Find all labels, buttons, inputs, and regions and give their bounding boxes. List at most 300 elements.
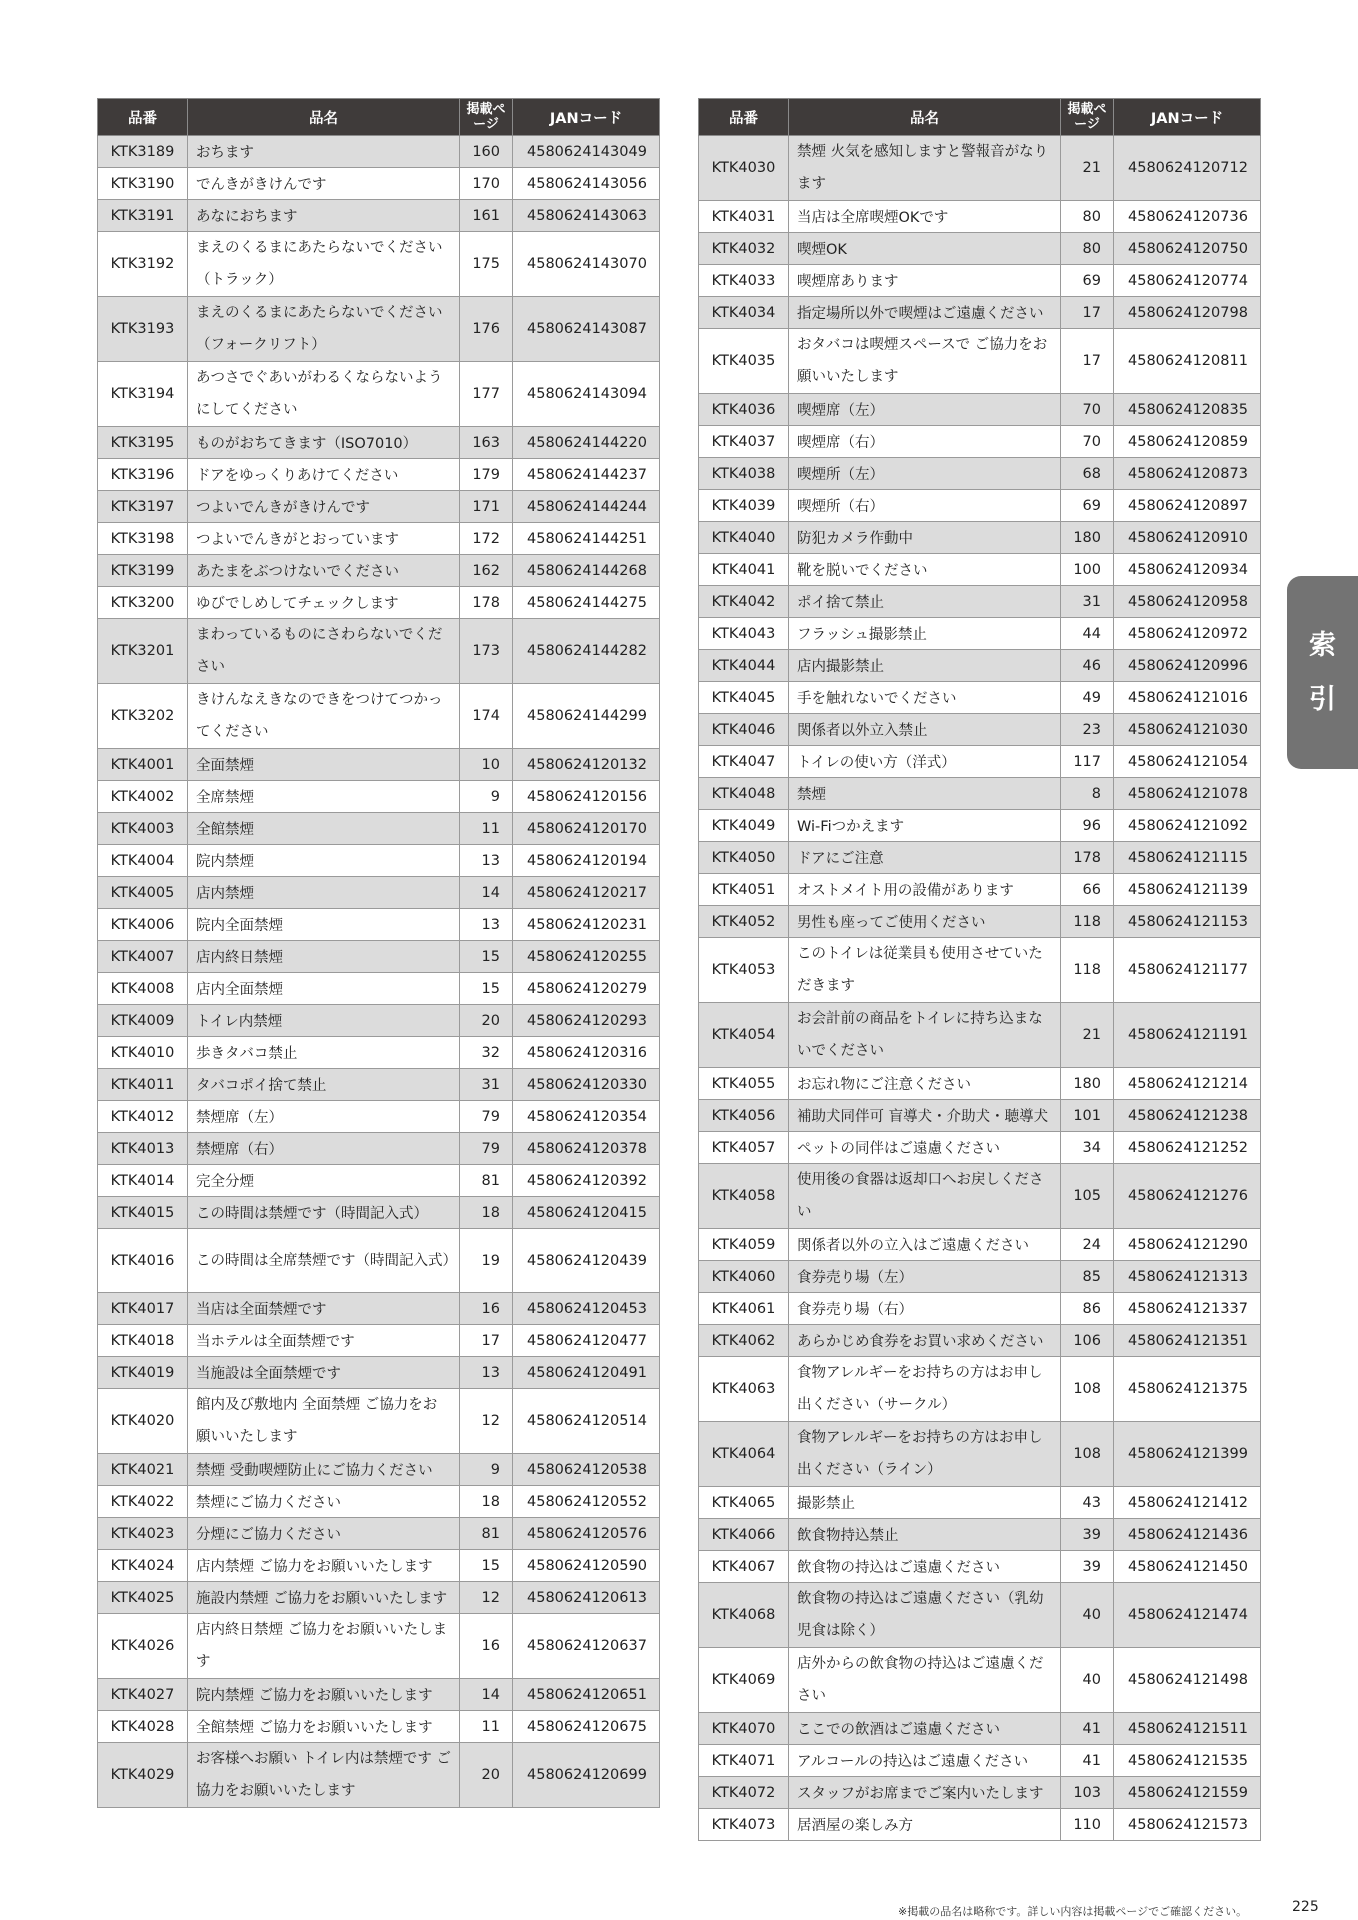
product-name-cell: 禁煙 受動喫煙防止にご協力ください — [188, 1454, 460, 1486]
product-name-cell: 店内禁煙 ご協力をお願いいたします — [188, 1550, 460, 1582]
product-name-cell: 指定場所以外で喫煙はご遠慮ください — [789, 297, 1061, 329]
product-name-cell: きけんなえきなのできをつけてつかってください — [188, 684, 460, 749]
header-page: 掲載ページ — [1061, 99, 1114, 136]
product-code-cell: KTK4040 — [699, 522, 789, 554]
product-name-cell: 全席禁煙 — [188, 781, 460, 813]
jan-code-cell: 4580624121412 — [1114, 1487, 1261, 1519]
product-code-cell: KTK4010 — [98, 1037, 188, 1069]
header-jan: JANコード — [513, 99, 660, 136]
page-number-cell: 96 — [1061, 810, 1114, 842]
product-name-cell: 院内禁煙 — [188, 845, 460, 877]
page-number-cell: 79 — [460, 1133, 513, 1165]
product-code-cell: KTK3198 — [98, 523, 188, 555]
table-row — [699, 1003, 1261, 1068]
jan-code-cell: 4580624120514 — [513, 1389, 660, 1454]
jan-code-cell: 4580624120590 — [513, 1550, 660, 1582]
product-name-cell: 館内及び敷地内 全面禁煙 ご協力をお願いいたします — [188, 1389, 460, 1454]
jan-code-cell: 4580624120255 — [513, 941, 660, 973]
product-code-cell: KTK4038 — [699, 458, 789, 490]
product-code-cell: KTK4051 — [699, 874, 789, 906]
product-code-cell: KTK3194 — [98, 362, 188, 427]
product-code-cell: KTK4048 — [699, 778, 789, 810]
product-code-cell: KTK4041 — [699, 554, 789, 586]
jan-code-cell: 4580624121139 — [1114, 874, 1261, 906]
product-name-cell: 食物アレルギーをお持ちの方はお申し出ください（ライン） — [789, 1422, 1061, 1487]
jan-code-cell: 4580624120811 — [1114, 329, 1261, 394]
page-number-cell: 8 — [1061, 778, 1114, 810]
product-code-cell: KTK4021 — [98, 1454, 188, 1486]
table-row — [699, 426, 1261, 458]
jan-code-cell: 4580624144275 — [513, 587, 660, 619]
table-row — [98, 1518, 660, 1550]
table-row — [699, 1261, 1261, 1293]
page-number-cell: 171 — [460, 491, 513, 523]
table-row — [98, 749, 660, 781]
table-row — [699, 1229, 1261, 1261]
jan-code-cell: 4580624120576 — [513, 1518, 660, 1550]
jan-code-cell: 4580624121436 — [1114, 1519, 1261, 1551]
product-name-cell: まえのくるまにあたらないでください（トラック） — [188, 232, 460, 297]
table-row — [98, 1293, 660, 1325]
table-row — [699, 1487, 1261, 1519]
jan-code-cell: 4580624121054 — [1114, 746, 1261, 778]
table-row — [98, 1133, 660, 1165]
jan-code-cell: 4580624143087 — [513, 297, 660, 362]
table-row — [98, 1037, 660, 1069]
table-row — [98, 459, 660, 491]
jan-code-cell: 4580624144220 — [513, 427, 660, 459]
table-row — [98, 427, 660, 459]
table-row — [98, 877, 660, 909]
product-code-cell: KTK4009 — [98, 1005, 188, 1037]
product-name-cell: まえのくるまにあたらないでください（フォークリフト） — [188, 297, 460, 362]
jan-code-cell: 4580624121276 — [1114, 1164, 1261, 1229]
product-code-cell: KTK4063 — [699, 1357, 789, 1422]
jan-code-cell: 4580624120934 — [1114, 554, 1261, 586]
product-name-cell: 禁煙席（左） — [188, 1101, 460, 1133]
jan-code-cell: 4580624144299 — [513, 684, 660, 749]
product-code-cell: KTK4024 — [98, 1550, 188, 1582]
product-name-cell: 禁煙にご協力ください — [188, 1486, 460, 1518]
page-number-cell: 176 — [460, 297, 513, 362]
product-name-cell: フラッシュ撮影禁止 — [789, 618, 1061, 650]
product-name-cell: お会計前の商品をトイレに持ち込まないでください — [789, 1003, 1061, 1068]
side-tab-char-1: 索 — [1309, 629, 1336, 661]
page-number-cell: 108 — [1061, 1422, 1114, 1487]
table-row — [699, 1648, 1261, 1713]
page-number-cell: 18 — [460, 1197, 513, 1229]
jan-code-cell: 4580624143063 — [513, 200, 660, 232]
product-code-cell: KTK4005 — [98, 877, 188, 909]
page-number-cell: 178 — [460, 587, 513, 619]
page-number-cell: 117 — [1061, 746, 1114, 778]
table-row — [699, 522, 1261, 554]
product-code-cell: KTK4069 — [699, 1648, 789, 1713]
jan-code-cell: 4580624121030 — [1114, 714, 1261, 746]
product-code-cell: KTK4060 — [699, 1261, 789, 1293]
jan-code-cell: 4580624120477 — [513, 1325, 660, 1357]
product-code-cell: KTK4032 — [699, 233, 789, 265]
jan-code-cell: 4580624121016 — [1114, 682, 1261, 714]
product-name-cell: トイレの使い方（洋式） — [789, 746, 1061, 778]
page-number-cell: 163 — [460, 427, 513, 459]
table-row — [98, 1743, 660, 1808]
table-row — [699, 778, 1261, 810]
table-row — [699, 329, 1261, 394]
jan-code-cell: 4580624121375 — [1114, 1357, 1261, 1422]
product-code-cell: KTK4023 — [98, 1518, 188, 1550]
page-number-cell: 170 — [460, 168, 513, 200]
jan-code-cell: 4580624121573 — [1114, 1809, 1261, 1841]
product-code-cell: KTK4045 — [699, 682, 789, 714]
product-code-cell: KTK4050 — [699, 842, 789, 874]
jan-code-cell: 4580624143056 — [513, 168, 660, 200]
product-name-cell: Wi-Fiつかえます — [789, 810, 1061, 842]
table-row — [699, 906, 1261, 938]
table-row — [98, 297, 660, 362]
page-number-cell: 175 — [460, 232, 513, 297]
jan-code-cell: 4580624120675 — [513, 1711, 660, 1743]
product-code-cell: KTK4001 — [98, 749, 188, 781]
jan-code-cell: 4580624120651 — [513, 1679, 660, 1711]
page-number-cell: 162 — [460, 555, 513, 587]
product-name-cell: このトイレは従業員も使用させていただきます — [789, 938, 1061, 1003]
jan-code-cell: 4580624120613 — [513, 1582, 660, 1614]
jan-code-cell: 4580624120491 — [513, 1357, 660, 1389]
jan-code-cell: 4580624121078 — [1114, 778, 1261, 810]
page-number-cell: 17 — [460, 1325, 513, 1357]
jan-code-cell: 4580624121191 — [1114, 1003, 1261, 1068]
jan-code-cell: 4580624120279 — [513, 973, 660, 1005]
table-row — [699, 490, 1261, 522]
page-number-cell: 81 — [460, 1518, 513, 1550]
product-code-cell: KTK4049 — [699, 810, 789, 842]
page-number-cell: 21 — [1061, 136, 1114, 201]
page-number-cell: 173 — [460, 619, 513, 684]
page-number-cell: 10 — [460, 749, 513, 781]
product-code-cell: KTK3197 — [98, 491, 188, 523]
table-row — [98, 1454, 660, 1486]
page-number-cell: 16 — [460, 1614, 513, 1679]
page-number-cell: 11 — [460, 1711, 513, 1743]
page-number-cell: 24 — [1061, 1229, 1114, 1261]
page-number-cell: 13 — [460, 1357, 513, 1389]
product-code-cell: KTK4034 — [699, 297, 789, 329]
product-code-cell: KTK4037 — [699, 426, 789, 458]
table-row — [699, 1745, 1261, 1777]
table-row — [699, 810, 1261, 842]
page-number-cell: 103 — [1061, 1777, 1114, 1809]
table-body-right — [699, 136, 1261, 1841]
product-name-cell: お忘れ物にご注意ください — [789, 1068, 1061, 1100]
page-number-cell: 13 — [460, 909, 513, 941]
table-row — [699, 1713, 1261, 1745]
table-row — [699, 554, 1261, 586]
header-code: 品番 — [699, 99, 789, 136]
jan-code-cell: 4580624121450 — [1114, 1551, 1261, 1583]
table-row — [699, 1325, 1261, 1357]
page-number-cell: 15 — [460, 941, 513, 973]
product-code-cell: KTK4015 — [98, 1197, 188, 1229]
product-code-cell: KTK4035 — [699, 329, 789, 394]
product-code-cell: KTK4042 — [699, 586, 789, 618]
jan-code-cell: 4580624121511 — [1114, 1713, 1261, 1745]
page-number-cell: 21 — [1061, 1003, 1114, 1068]
jan-code-cell: 4580624144268 — [513, 555, 660, 587]
table-row — [98, 684, 660, 749]
table-row — [98, 973, 660, 1005]
product-name-cell: スタッフがお席までご案内いたします — [789, 1777, 1061, 1809]
jan-code-cell: 4580624120972 — [1114, 618, 1261, 650]
page-number-cell: 12 — [460, 1389, 513, 1454]
jan-code-cell: 4580624120996 — [1114, 650, 1261, 682]
product-code-cell: KTK4072 — [699, 1777, 789, 1809]
jan-code-cell: 4580624120354 — [513, 1101, 660, 1133]
page-number-cell: 80 — [1061, 201, 1114, 233]
product-name-cell: 食物アレルギーをお持ちの方はお申し出ください（サークル） — [789, 1357, 1061, 1422]
jan-code-cell: 4580624120835 — [1114, 394, 1261, 426]
product-name-cell: まわっているものにさわらないでください — [188, 619, 460, 684]
table-row — [98, 1550, 660, 1582]
product-code-cell: KTK4062 — [699, 1325, 789, 1357]
product-code-cell: KTK4019 — [98, 1357, 188, 1389]
table-row — [98, 941, 660, 973]
product-name-cell: あなにおちます — [188, 200, 460, 232]
page-number-cell: 11 — [460, 813, 513, 845]
product-code-cell: KTK4056 — [699, 1100, 789, 1132]
jan-code-cell: 4580624144282 — [513, 619, 660, 684]
product-code-cell: KTK4033 — [699, 265, 789, 297]
product-code-cell: KTK4059 — [699, 1229, 789, 1261]
product-code-cell: KTK4036 — [699, 394, 789, 426]
product-name-cell: この時間は全席禁煙です（時間記入式） — [188, 1229, 460, 1293]
product-code-cell: KTK3199 — [98, 555, 188, 587]
product-name-cell: 喫煙所（右） — [789, 490, 1061, 522]
product-code-cell: KTK4044 — [699, 650, 789, 682]
product-name-cell: 使用後の食器は返却口へお戻しください — [789, 1164, 1061, 1229]
page-number-cell: 49 — [1061, 682, 1114, 714]
page-number-cell: 70 — [1061, 426, 1114, 458]
page-number-cell: 178 — [1061, 842, 1114, 874]
product-name-cell: 関係者以外立入禁止 — [789, 714, 1061, 746]
table-row — [699, 233, 1261, 265]
page-number-cell: 15 — [460, 1550, 513, 1582]
table-row — [699, 618, 1261, 650]
jan-code-cell: 4580624121214 — [1114, 1068, 1261, 1100]
jan-code-cell: 4580624120750 — [1114, 233, 1261, 265]
product-code-cell: KTK3201 — [98, 619, 188, 684]
page-number-cell: 68 — [1061, 458, 1114, 490]
page-number-cell: 105 — [1061, 1164, 1114, 1229]
product-name-cell: 当施設は全面禁煙です — [188, 1357, 460, 1389]
product-code-cell: KTK4011 — [98, 1069, 188, 1101]
jan-code-cell: 4580624121177 — [1114, 938, 1261, 1003]
table-row — [98, 1165, 660, 1197]
product-name-cell: 施設内禁煙 ご協力をお願いいたします — [188, 1582, 460, 1614]
product-code-cell: KTK4057 — [699, 1132, 789, 1164]
product-code-cell: KTK3200 — [98, 587, 188, 619]
table-row — [98, 1357, 660, 1389]
table-row — [98, 1197, 660, 1229]
product-name-cell: 全館禁煙 — [188, 813, 460, 845]
product-code-cell: KTK4070 — [699, 1713, 789, 1745]
table-row — [98, 1325, 660, 1357]
jan-code-cell: 4580624120552 — [513, 1486, 660, 1518]
jan-code-cell: 4580624120897 — [1114, 490, 1261, 522]
product-name-cell: 院内全面禁煙 — [188, 909, 460, 941]
product-code-cell: KTK4055 — [699, 1068, 789, 1100]
table-row — [98, 523, 660, 555]
product-name-cell: つよいでんきがとおっています — [188, 523, 460, 555]
jan-code-cell: 4580624143094 — [513, 362, 660, 427]
table-row — [98, 1389, 660, 1454]
table-row — [98, 200, 660, 232]
product-name-cell: おタバコは喫煙スペースで ご協力をお願いいたします — [789, 329, 1061, 394]
page-number-cell: 43 — [1061, 1487, 1114, 1519]
product-name-cell: ドアにご注意 — [789, 842, 1061, 874]
jan-code-cell: 4580624120699 — [513, 1743, 660, 1808]
jan-code-cell: 4580624120774 — [1114, 265, 1261, 297]
page-number-cell: 23 — [1061, 714, 1114, 746]
product-name-cell: 喫煙席（左） — [789, 394, 1061, 426]
product-code-cell: KTK4018 — [98, 1325, 188, 1357]
product-name-cell: あつさでぐあいがわるくならないようにしてください — [188, 362, 460, 427]
index-table-left — [97, 98, 660, 1808]
jan-code-cell: 4580624120859 — [1114, 426, 1261, 458]
page-number-cell: 177 — [460, 362, 513, 427]
table-row — [98, 1101, 660, 1133]
page-number-cell: 110 — [1061, 1809, 1114, 1841]
page-number-cell: 40 — [1061, 1648, 1114, 1713]
page-number-cell: 20 — [460, 1005, 513, 1037]
product-name-cell: 関係者以外の立入はご遠慮ください — [789, 1229, 1061, 1261]
page-number-cell: 17 — [1061, 329, 1114, 394]
page-number-cell: 106 — [1061, 1325, 1114, 1357]
product-name-cell: 防犯カメラ作動中 — [789, 522, 1061, 554]
table-row — [699, 1551, 1261, 1583]
product-code-cell: KTK4053 — [699, 938, 789, 1003]
page-number-cell: 46 — [1061, 650, 1114, 682]
product-name-cell: 完全分煙 — [188, 1165, 460, 1197]
product-code-cell: KTK4043 — [699, 618, 789, 650]
product-name-cell: この時間は禁煙です（時間記入式） — [188, 1197, 460, 1229]
table-row — [98, 1614, 660, 1679]
page-number-cell: 31 — [1061, 586, 1114, 618]
table-row — [699, 650, 1261, 682]
product-code-cell: KTK4004 — [98, 845, 188, 877]
page-number-cell: 17 — [1061, 297, 1114, 329]
jan-code-cell: 4580624121092 — [1114, 810, 1261, 842]
page-number-cell: 69 — [1061, 490, 1114, 522]
product-name-cell: 喫煙席あります — [789, 265, 1061, 297]
product-name-cell: おちます — [188, 136, 460, 168]
product-name-cell: ここでの飲酒はご遠慮ください — [789, 1713, 1061, 1745]
table-row — [98, 1486, 660, 1518]
table-row — [699, 1132, 1261, 1164]
product-name-cell: 当店は全面禁煙です — [188, 1293, 460, 1325]
jan-code-cell: 4580624143049 — [513, 136, 660, 168]
jan-code-cell: 4580624121535 — [1114, 1745, 1261, 1777]
index-side-tab[interactable] — [1287, 576, 1358, 769]
table-row — [98, 1582, 660, 1614]
page-number-cell: 20 — [460, 1743, 513, 1808]
index-table-right — [698, 98, 1261, 1841]
product-name-cell: 補助犬同伴可 盲導犬・介助犬・聴導犬 — [789, 1100, 1061, 1132]
table-row — [98, 1711, 660, 1743]
page-number-cell: 174 — [460, 684, 513, 749]
table-row — [98, 136, 660, 168]
product-name-cell: でんきがきけんです — [188, 168, 460, 200]
table-row — [98, 1069, 660, 1101]
jan-code-cell: 4580624143070 — [513, 232, 660, 297]
product-name-cell: タバコポイ捨て禁止 — [188, 1069, 460, 1101]
product-name-cell: ゆびでしめしてチェックします — [188, 587, 460, 619]
product-name-cell: 喫煙所（左） — [789, 458, 1061, 490]
product-code-cell: KTK4046 — [699, 714, 789, 746]
header-name: 品名 — [789, 99, 1061, 136]
page-number-cell: 39 — [1061, 1519, 1114, 1551]
product-name-cell: ドアをゆっくりあけてください — [188, 459, 460, 491]
product-code-cell: KTK4061 — [699, 1293, 789, 1325]
page-number-cell: 34 — [1061, 1132, 1114, 1164]
product-code-cell: KTK4027 — [98, 1679, 188, 1711]
table-row — [699, 842, 1261, 874]
product-name-cell: 店内撮影禁止 — [789, 650, 1061, 682]
product-name-cell: 禁煙席（右） — [188, 1133, 460, 1165]
table-row — [699, 874, 1261, 906]
product-code-cell: KTK4068 — [699, 1583, 789, 1648]
product-name-cell: 店外からの飲食物の持込はご遠慮ください — [789, 1648, 1061, 1713]
table-row — [699, 714, 1261, 746]
jan-code-cell: 4580624121474 — [1114, 1583, 1261, 1648]
product-name-cell: アルコールの持込はご遠慮ください — [789, 1745, 1061, 1777]
product-name-cell: 靴を脱いでください — [789, 554, 1061, 586]
product-name-cell: 居酒屋の楽しみ方 — [789, 1809, 1061, 1841]
jan-code-cell: 4580624120378 — [513, 1133, 660, 1165]
table-row — [699, 1583, 1261, 1648]
product-code-cell: KTK4002 — [98, 781, 188, 813]
header-jan: JANコード — [1114, 99, 1261, 136]
product-name-cell: お客様へお願い トイレ内は禁煙です ご協力をお願いいたします — [188, 1743, 460, 1808]
jan-code-cell: 4580624144237 — [513, 459, 660, 491]
jan-code-cell: 4580624121351 — [1114, 1325, 1261, 1357]
page-number-cell: 15 — [460, 973, 513, 1005]
product-name-cell: 禁煙 火気を感知しますと警報音がなります — [789, 136, 1061, 201]
product-code-cell: KTK3190 — [98, 168, 188, 200]
page-number-cell: 70 — [1061, 394, 1114, 426]
product-code-cell: KTK4052 — [699, 906, 789, 938]
table-row — [699, 297, 1261, 329]
header-name: 品名 — [188, 99, 460, 136]
table-header-row — [699, 99, 1261, 136]
page-number-cell: 160 — [460, 136, 513, 168]
jan-code-cell: 4580624120712 — [1114, 136, 1261, 201]
jan-code-cell: 4580624120132 — [513, 749, 660, 781]
jan-code-cell: 4580624120910 — [1114, 522, 1261, 554]
table-row — [98, 1679, 660, 1711]
table-body-left — [98, 136, 660, 1808]
page-number-cell: 118 — [1061, 938, 1114, 1003]
jan-code-cell: 4580624121337 — [1114, 1293, 1261, 1325]
table-row — [98, 491, 660, 523]
table-header-row — [98, 99, 660, 136]
page-number-cell: 161 — [460, 200, 513, 232]
product-code-cell: KTK4066 — [699, 1519, 789, 1551]
jan-code-cell: 4580624121399 — [1114, 1422, 1261, 1487]
table-row — [699, 682, 1261, 714]
product-code-cell: KTK3202 — [98, 684, 188, 749]
jan-code-cell: 4580624120170 — [513, 813, 660, 845]
